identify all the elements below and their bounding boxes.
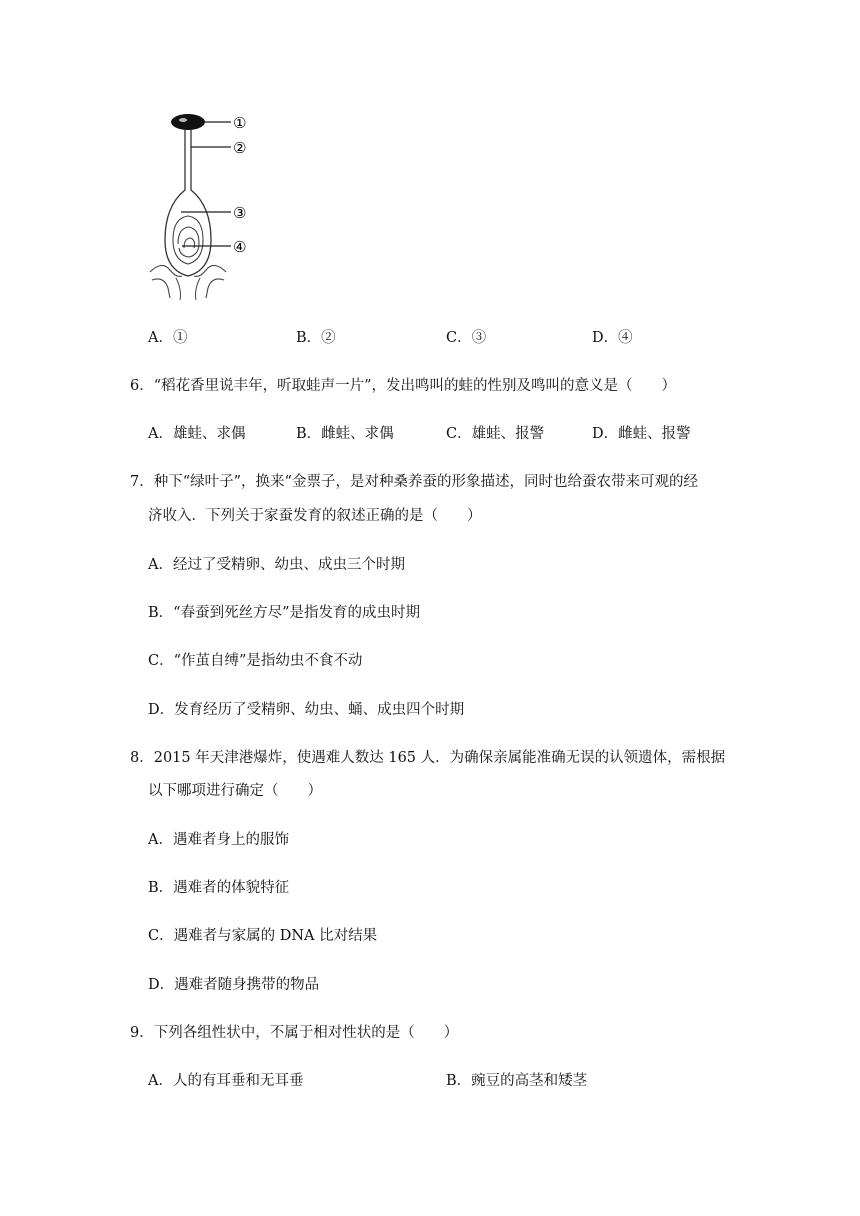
q6-option-b: B．雌蛙、求偶 (296, 426, 394, 442)
top-oval (171, 114, 205, 130)
diagram-label-1: ① (233, 114, 247, 132)
q6-stem: 6．“稻花香里说丰年，听取蛙声一片”，发出鸣叫的蛙的性别及鸣叫的意义是（ ） (130, 378, 677, 394)
q7-stem-line2: 济收入．下列关于家蚕发育的叙述正确的是（ ） (148, 508, 482, 524)
stalk-outline (165, 130, 211, 276)
q9-option-b: B．豌豆的高茎和矮茎 (446, 1073, 588, 1089)
q8-option-a: A．遇难者身上的服饰 (148, 832, 289, 848)
q5-option-c: C．③ (446, 330, 487, 346)
egg-structure-figure (148, 100, 258, 306)
q9-stem: 9．下列各组性状中，不属于相对性状的是（ ） (130, 1025, 459, 1041)
q7-option-b: B．“春蚕到死丝方尽”是指发育的成虫时期 (148, 605, 420, 621)
q8-option-d: D．遇难者随身携带的物品 (148, 977, 320, 993)
q8-stem-line1: 8．2015 年天津港爆炸，使遇难人数达 165 人．为确保亲属能准确无误的认领遗体，需根据 (130, 750, 726, 766)
q6-option-a: A．雄蛙、求偶 (148, 426, 246, 442)
q7-option-a: A．经过了受精卵、幼虫、成虫三个时期 (148, 557, 405, 573)
q7-option-d: D．发育经历了受精卵、幼虫、蛹、成虫四个时期 (148, 702, 465, 718)
q8-stem-line2: 以下哪项进行确定（ ） (148, 783, 322, 799)
q8-option-b: B．遇难者的体貌特征 (148, 880, 290, 896)
diagram-label-4: ④ (233, 238, 247, 256)
q8-option-c: C．遇难者与家属的 DNA 比对结果 (148, 928, 378, 944)
q6-option-c: C．雄蛙、报警 (446, 426, 545, 442)
egg-structure-diagram (148, 100, 258, 306)
q5-option-a: A．① (148, 330, 188, 346)
q5-option-d: D．④ (592, 330, 633, 346)
diagram-label-2: ② (233, 139, 247, 157)
q9-option-a: A．人的有耳垂和无耳垂 (148, 1073, 304, 1089)
q7-option-c: C．“作茧自缚”是指幼虫不食不动 (148, 653, 363, 669)
q6-option-d: D．雌蛙、报警 (592, 426, 691, 442)
q5-option-b: B．② (296, 330, 336, 346)
diagram-label-3: ③ (233, 204, 247, 222)
q7-stem-line1: 7．种下“绿叶子”，换来“金票子，是对种桑养蚕的形象描述，同时也给蚕农带来可观的经 (130, 474, 698, 490)
